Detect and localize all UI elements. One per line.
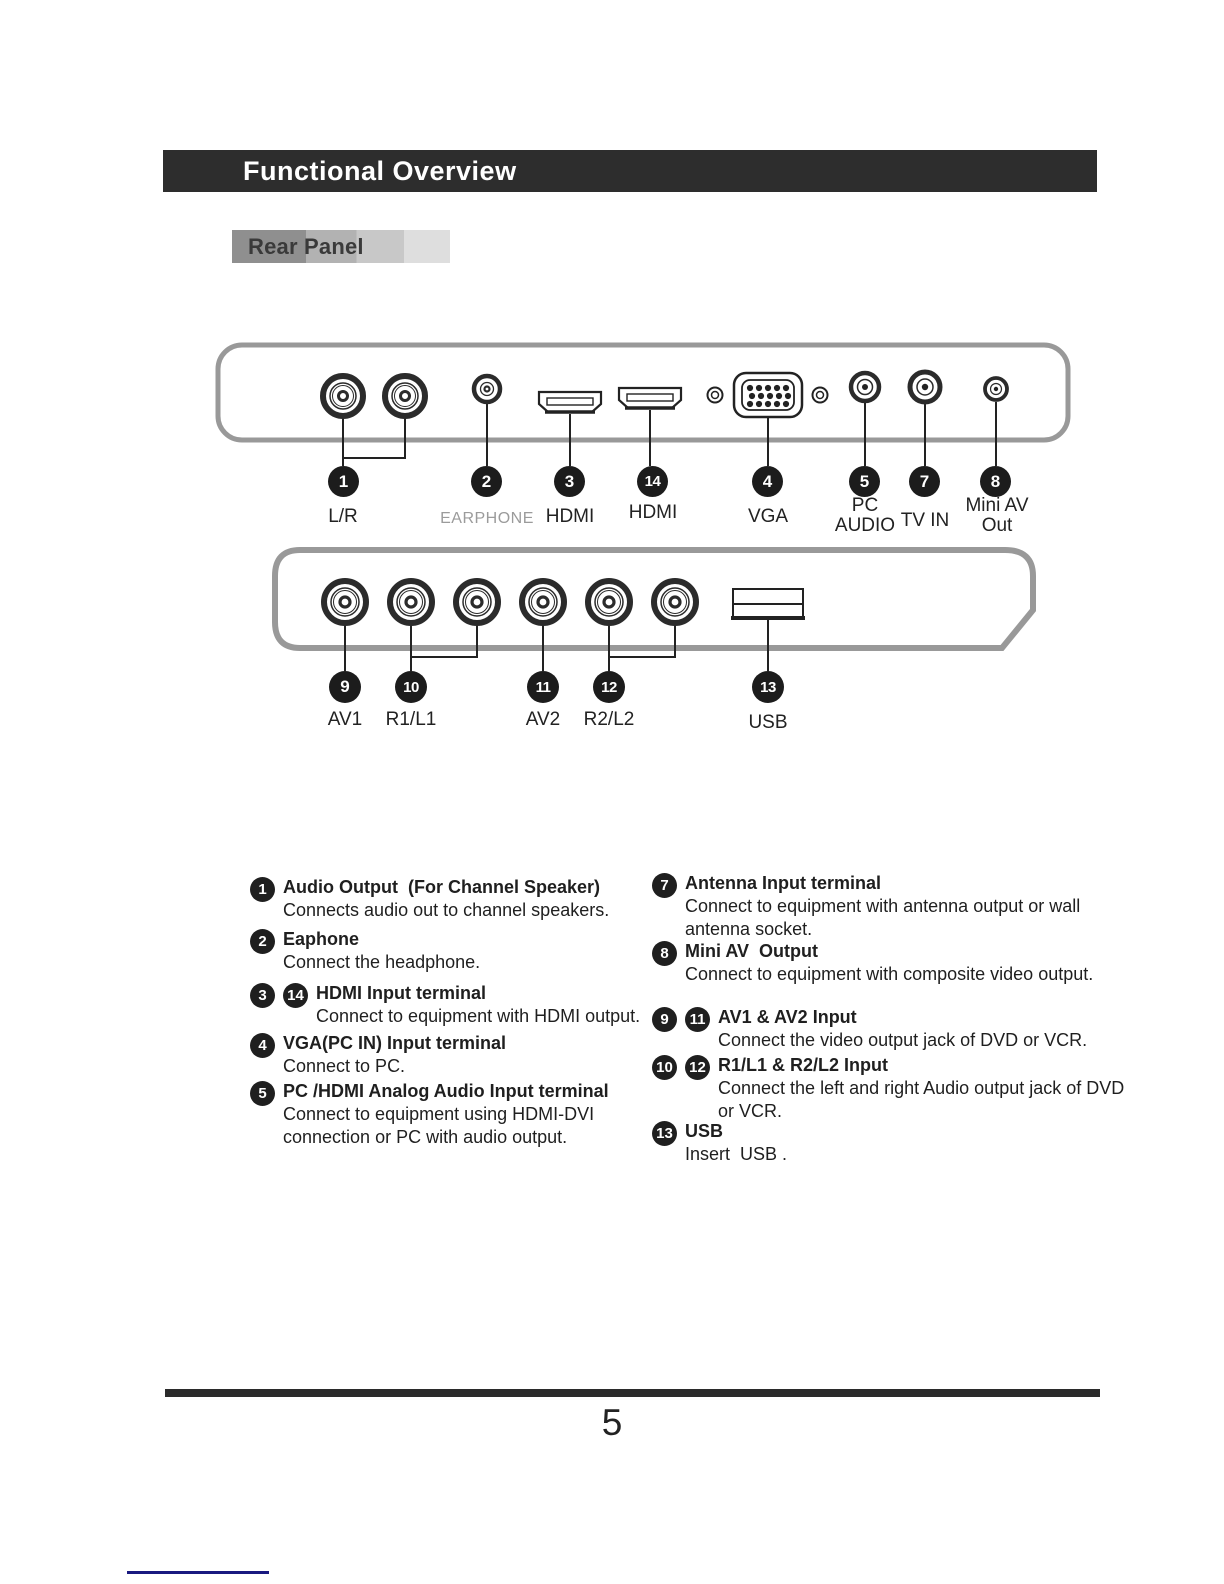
av2-video-jack-icon xyxy=(522,581,564,623)
label-mini-av-out: Mini AV Out xyxy=(965,495,1029,536)
badge-2: 2 xyxy=(471,466,502,497)
badge-4: 4 xyxy=(752,466,783,497)
item-number-badge: 12 xyxy=(685,1055,710,1080)
item-desc: Connect the left and right Audio output jack of DVD or VCR. xyxy=(718,1078,1130,1121)
item-number-badge: 9 xyxy=(652,1007,677,1032)
tv-in-jack-icon xyxy=(910,372,940,402)
desc-hdmi-input xyxy=(250,982,696,1028)
item-number-badge: 3 xyxy=(250,983,275,1008)
label-r2-l2: R2/L2 xyxy=(583,709,635,730)
item-title: Antenna Input terminal xyxy=(685,873,882,893)
item-number-badge: 2 xyxy=(250,929,275,954)
rca-jack-right-icon xyxy=(385,376,425,416)
r1-audio-jack-icon xyxy=(390,581,432,623)
item-number-badge: 5 xyxy=(250,1081,275,1106)
desc-audio-output xyxy=(250,876,663,922)
av1-video-jack-icon xyxy=(324,581,366,623)
item-title: Eaphone xyxy=(283,929,360,949)
desc-antenna-input xyxy=(652,872,1100,941)
l2-audio-jack-icon xyxy=(654,581,696,623)
vga-screw-right-icon xyxy=(813,388,828,403)
label-pc-audio: PC AUDIO xyxy=(834,495,896,536)
item-desc: Connect the headphone. xyxy=(283,952,481,972)
label-r1-l1: R1/L1 xyxy=(385,709,437,730)
item-number-badge: 13 xyxy=(652,1121,677,1146)
badge-7: 7 xyxy=(909,466,940,497)
l1-audio-jack-icon xyxy=(456,581,498,623)
item-desc: Connects audio out to channel speakers. xyxy=(283,900,610,920)
item-title: PC /HDMI Analog Audio Input terminal xyxy=(283,1081,609,1101)
item-desc: Connect to PC. xyxy=(283,1056,406,1076)
item-desc: Connect to equipment with antenna output or wall antenna socket. xyxy=(685,896,1086,939)
item-number-badge: 1 xyxy=(250,877,275,902)
item-title: R1/L1 & R2/L2 Input xyxy=(718,1055,889,1075)
desc-earphone xyxy=(250,928,663,974)
vga-port-icon xyxy=(734,373,802,417)
desc-vga-input xyxy=(250,1032,663,1078)
item-title: USB xyxy=(685,1121,724,1141)
item-number-badge: 4 xyxy=(250,1033,275,1058)
pc-audio-jack-icon xyxy=(851,373,879,401)
item-number-badge: 10 xyxy=(652,1055,677,1080)
rca-jack-left-icon xyxy=(323,376,363,416)
r2-audio-jack-icon xyxy=(588,581,630,623)
usb-port-icon xyxy=(731,589,805,618)
item-title: Audio Output (For Channel Speaker) xyxy=(283,877,601,897)
label-usb: USB xyxy=(748,712,788,733)
label-lr: L/R xyxy=(328,506,358,527)
label-av1: AV1 xyxy=(327,709,363,730)
label-earphone: EARPHONE xyxy=(440,510,534,527)
label-tv-in: TV IN xyxy=(900,510,950,531)
footer-rule xyxy=(165,1389,1100,1397)
item-title: Mini AV Output xyxy=(685,941,818,961)
hdmi-port-1-icon xyxy=(539,392,601,412)
badge-5: 5 xyxy=(849,466,880,497)
badge-13: 13 xyxy=(752,671,784,703)
desc-av-input xyxy=(652,1006,1133,1052)
item-number-badge: 7 xyxy=(652,873,677,898)
badge-3: 3 xyxy=(554,466,585,497)
item-desc: Connect to equipment with composite video output. xyxy=(685,964,1094,984)
label-hdmi-1: HDMI xyxy=(545,506,595,527)
badge-1: 1 xyxy=(328,466,359,497)
badge-9: 9 xyxy=(329,671,361,703)
desc-usb xyxy=(652,1120,1100,1166)
earphone-jack-icon xyxy=(474,376,500,402)
rear-panel-label-text: Rear Panel xyxy=(248,233,364,259)
badge-8: 8 xyxy=(980,466,1011,497)
label-vga: VGA xyxy=(747,506,789,527)
item-title: VGA(PC IN) Input terminal xyxy=(283,1033,507,1053)
rear-panel-diagram xyxy=(0,0,1224,770)
item-number-badge: 14 xyxy=(283,983,308,1008)
item-desc: Connect the video output jack of DVD or VCR. xyxy=(718,1030,1088,1050)
page-number: 5 xyxy=(601,1402,623,1443)
label-av2: AV2 xyxy=(525,709,561,730)
badge-14: 14 xyxy=(637,466,668,497)
bottom-accent-line xyxy=(127,1571,269,1574)
desc-mini-av-output xyxy=(652,940,1100,986)
hdmi-port-2-icon xyxy=(619,388,681,408)
item-title: HDMI Input terminal xyxy=(316,983,486,1003)
item-desc: Connect to equipment with HDMI output. xyxy=(316,1006,641,1026)
label-hdmi-2: HDMI xyxy=(628,502,678,523)
badge-11: 11 xyxy=(527,671,559,703)
badge-10: 10 xyxy=(395,671,427,703)
item-number-badge: 11 xyxy=(685,1007,710,1032)
vga-screw-left-icon xyxy=(708,388,723,403)
desc-pc-hdmi-audio xyxy=(250,1080,663,1149)
badge-12: 12 xyxy=(593,671,625,703)
item-desc: Connect to equipment using HDMI-DVI connection or PC with audio output. xyxy=(283,1104,600,1147)
item-desc: Insert USB . xyxy=(685,1144,788,1164)
item-title: AV1 & AV2 Input xyxy=(718,1007,857,1027)
desc-rl-input xyxy=(652,1054,1133,1123)
page-title: Functional Overview xyxy=(243,155,517,186)
mini-av-jack-icon xyxy=(985,378,1007,400)
item-number-badge: 8 xyxy=(652,941,677,966)
